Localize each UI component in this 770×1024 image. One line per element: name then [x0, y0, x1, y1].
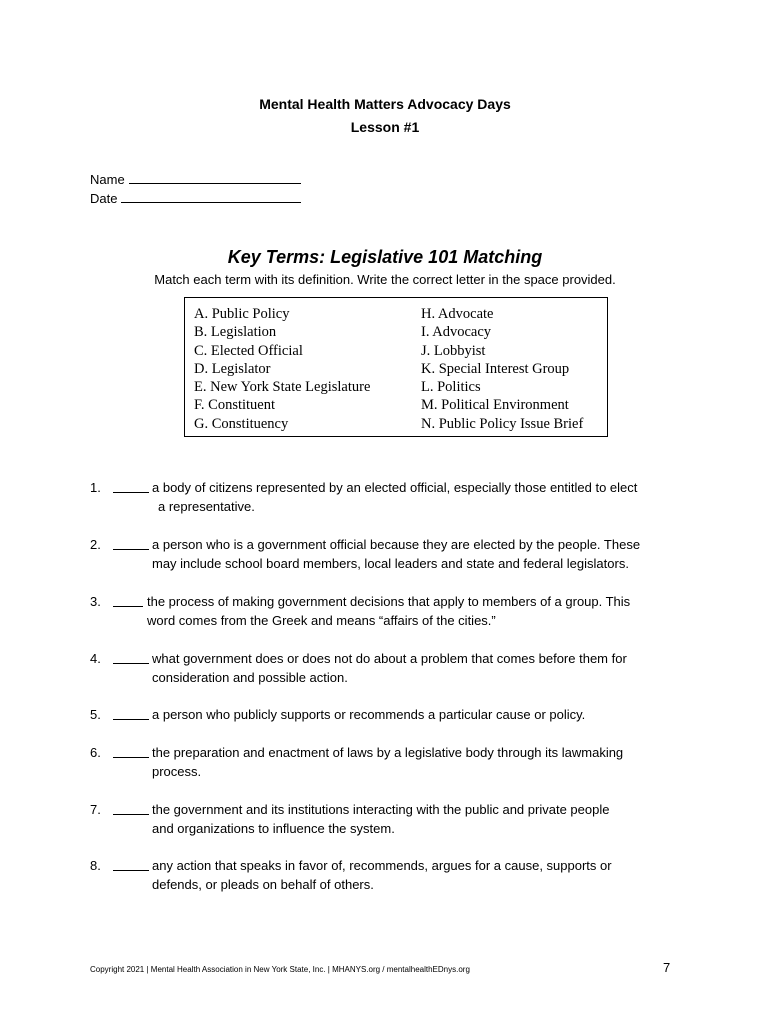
section-heading: Key Terms: Legislative 101 Matching	[227, 247, 543, 267]
term-item: J. Lobbyist	[421, 342, 486, 359]
answer-blank[interactable]	[113, 492, 149, 493]
answer-blank[interactable]	[113, 549, 149, 550]
question-text: the process of making government decisions that apply to members of a group. This	[147, 594, 631, 609]
term-item: C. Elected Official	[194, 342, 303, 359]
term-column-left	[194, 305, 370, 433]
date-blank-line[interactable]	[121, 190, 301, 203]
term-item: N. Public Policy Issue Brief	[421, 415, 584, 432]
question-number: 1.	[90, 480, 101, 495]
question-text-continued: and organizations to influence the system.	[152, 821, 395, 836]
name-blank-line[interactable]	[129, 171, 301, 184]
question-text: a body of citizens represented by an elected official, especially those entitled to elect	[152, 480, 638, 495]
date-label: Date	[90, 191, 118, 206]
term-item: K. Special Interest Group	[421, 360, 570, 377]
page-number: 7	[663, 960, 671, 975]
answer-blank[interactable]	[113, 663, 149, 664]
term-item: I. Advocacy	[421, 324, 492, 341]
answer-blank[interactable]	[113, 814, 149, 815]
term-item: H. Advocate	[421, 306, 494, 322]
term-item: G. Constituency	[194, 415, 289, 432]
question-number: 6.	[90, 745, 101, 760]
term-item: M. Political Environment	[421, 397, 569, 414]
name-field	[90, 171, 301, 187]
date-field	[90, 190, 301, 206]
term-item: L. Politics	[421, 379, 481, 396]
term-item: D. Legislator	[194, 360, 271, 377]
lesson-number: Lesson #1	[350, 119, 420, 135]
question-text-continued: word comes from the Greek and means “affairs of the cities.”	[147, 613, 496, 628]
term-item: F. Constituent	[194, 397, 276, 414]
question-number: 4.	[90, 651, 101, 666]
document-title: Mental Health Matters Advocacy Days	[259, 96, 511, 112]
question-text: what government does or does not do about a problem that comes before them for	[152, 651, 627, 666]
answer-blank[interactable]	[113, 870, 149, 871]
question-text: the government and its institutions interacting with the public and private people	[152, 802, 610, 817]
answer-blank[interactable]	[113, 719, 149, 720]
question-text-continued: defends, or pleads on behalf of others.	[152, 877, 374, 892]
term-item: A. Public Policy	[194, 306, 290, 322]
question-text: a person who is a government official because they are elected by the people. These	[152, 537, 641, 552]
question-number: 2.	[90, 537, 101, 552]
question-text-continued: process.	[152, 764, 202, 779]
answer-blank[interactable]	[113, 757, 149, 758]
question-text: any action that speaks in favor of, recommends, argues for a cause, supports or	[152, 858, 612, 873]
term-bank	[184, 297, 608, 437]
question-text-continued: a representative.	[158, 499, 255, 514]
name-label: Name	[90, 172, 125, 187]
question-text-continued: may include school board members, local leaders and state and federal legislators.	[152, 556, 629, 571]
question-number: 5.	[90, 707, 101, 722]
question-text: the preparation and enactment of laws by a legislative body through its lawmaking	[152, 745, 624, 760]
question-number: 7.	[90, 802, 101, 817]
term-item: B. Legislation	[194, 324, 277, 341]
answer-blank[interactable]	[113, 606, 143, 607]
instructions-text: Match each term with its definition. Write the correct letter in the space provided.	[154, 272, 616, 287]
question-text: a person who publicly supports or recommends a particular cause or policy.	[152, 707, 586, 722]
term-item: E. New York State Legislature	[194, 379, 371, 396]
question-number: 8.	[90, 858, 101, 873]
question-text-continued: consideration and possible action.	[152, 670, 348, 685]
term-column-right	[421, 305, 583, 433]
copyright-footer: Copyright 2021 | Mental Health Association in New York State, Inc. | MHANYS.org / mentalhealthEDnys.org	[90, 965, 470, 974]
question-number: 3.	[90, 594, 101, 609]
